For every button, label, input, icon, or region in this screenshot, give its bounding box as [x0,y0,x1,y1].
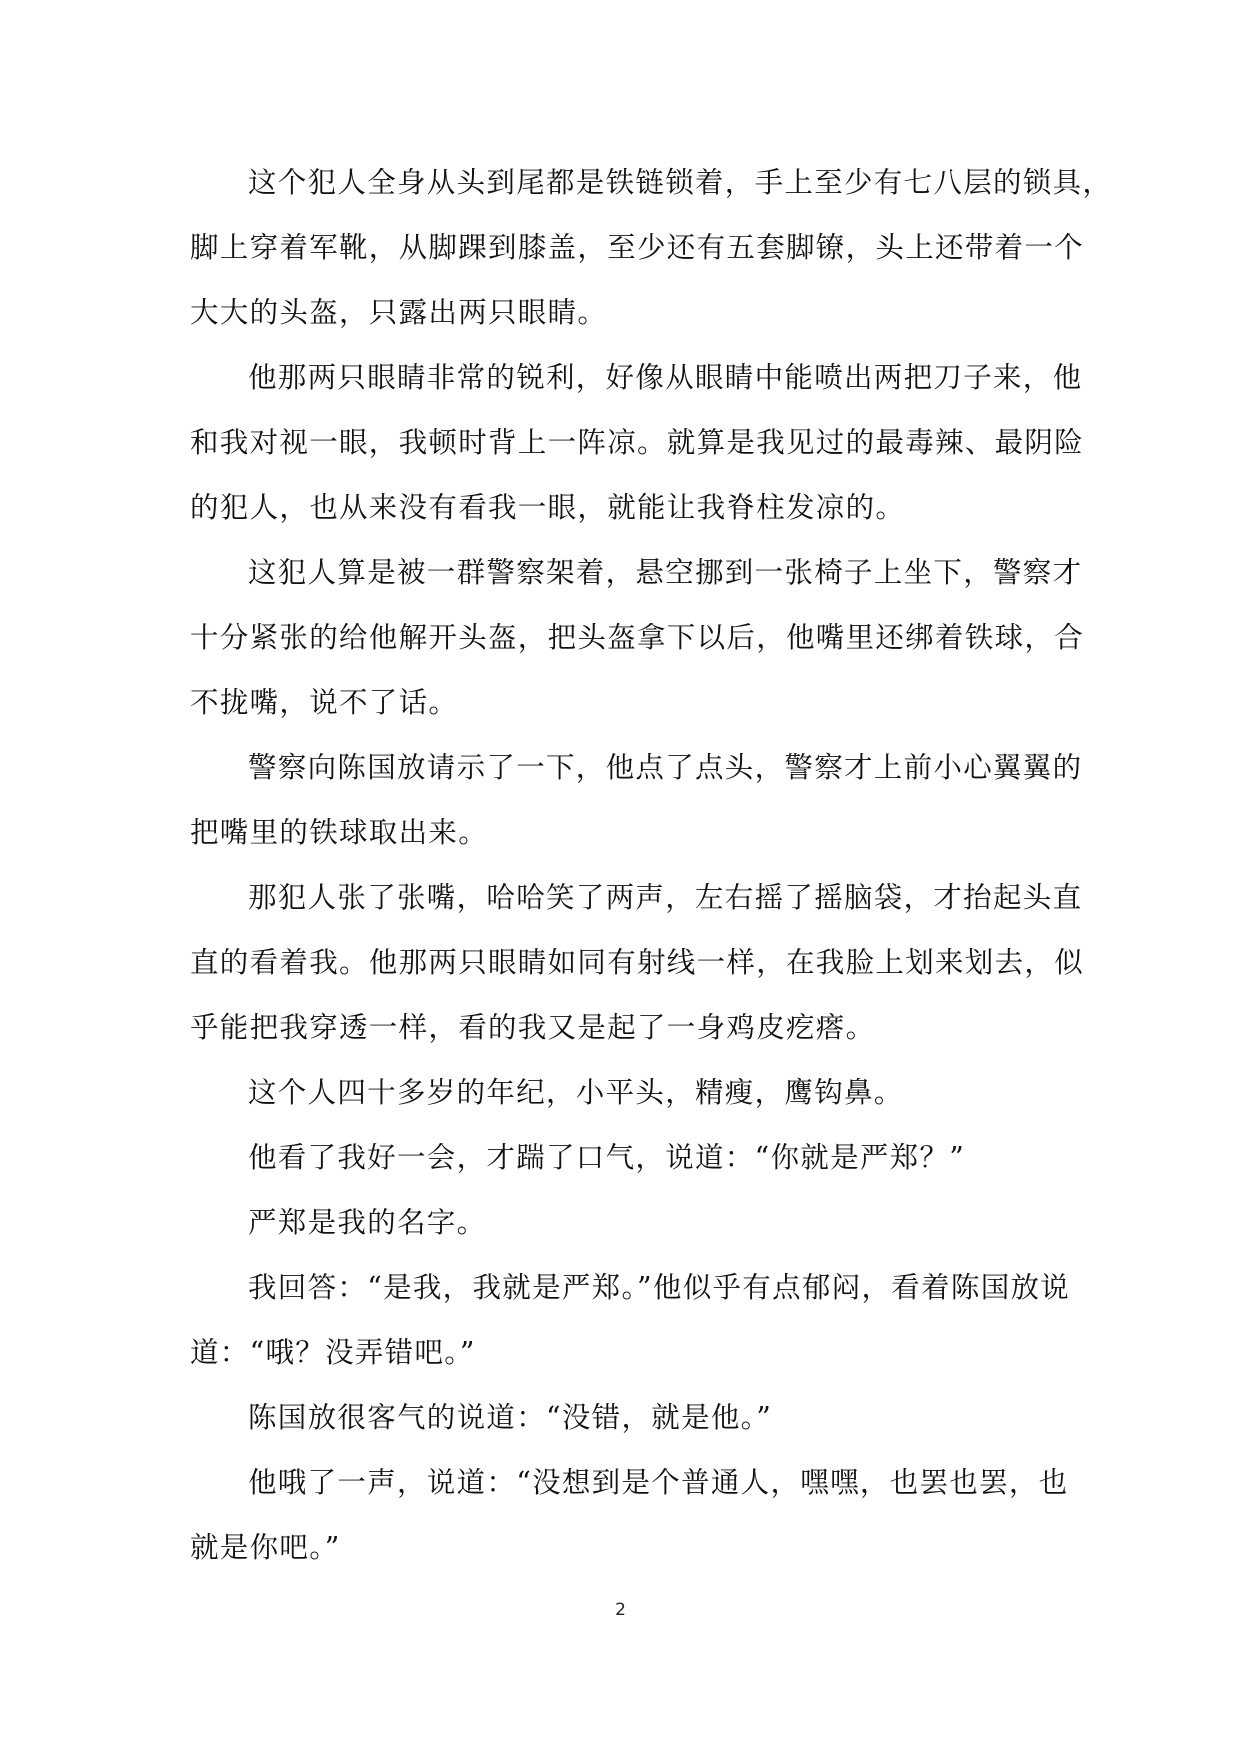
text-line: 十分紧张的给他解开头盔，把头盔拿下以后，他嘴里还绑着铁球，合 [190,621,1085,654]
text-line: 的犯人，也从来没有看我一眼，就能让我脊柱发凉的。 [190,491,906,524]
text-line: 他哦了一声，说道：“没想到是个普通人，嘿嘿，也罢也罢，也 [248,1466,1069,1499]
text-line: 警察向陈国放请示了一下，他点了点头，警察才上前小心翼翼的 [248,751,1083,784]
text-line: 道：“哦？没弄错吧。” [190,1336,476,1369]
text-line: 他那两只眼睛非常的锐利，好像从眼睛中能喷出两把刀子来，他 [248,361,1083,394]
text-line: 这犯人算是被一群警察架着，悬空挪到一张椅子上坐下，警察才 [248,556,1083,589]
page-number: 2 [615,1600,626,1620]
text-line: 我回答：“是我，我就是严郑。”他似乎有点郁闷，看着陈国放说 [248,1271,1071,1304]
text-line: 和我对视一眼，我顿时背上一阵凉。就算是我见过的最毒辣、最阴险 [190,426,1085,459]
text-line: 严郑是我的名字。 [248,1206,487,1239]
text-line: 那犯人张了张嘴，哈哈笑了两声，左右摇了摇脑袋，才抬起头直 [248,881,1083,914]
text-line: 直的看着我。他那两只眼睛如同有射线一样，在我脸上划来划去，似 [190,946,1085,979]
text-line: 这个犯人全身从头到尾都是铁链锁着，手上至少有七八层的锁具， [248,166,1113,199]
text-line: 脚上穿着军靴，从脚踝到膝盖，至少还有五套脚镣，头上还带着一个 [190,231,1085,264]
text-line: 这个人四十多岁的年纪，小平头，精瘦，鹰钩鼻。 [248,1076,904,1109]
text-line: 不拢嘴，说不了话。 [190,686,459,719]
text-line: 他看了我好一会，才踹了口气，说道：“你就是严郑？” [248,1141,966,1174]
text-line: 陈国放很客气的说道：“没错，就是他。” [248,1401,773,1434]
text-line: 把嘴里的铁球取出来。 [190,816,489,849]
text-line: 大大的头盔，只露出两只眼睛。 [190,296,608,329]
text-line: 就是你吧。” [190,1531,341,1564]
text-line: 乎能把我穿透一样，看的我又是起了一身鸡皮疙瘩。 [190,1011,876,1044]
